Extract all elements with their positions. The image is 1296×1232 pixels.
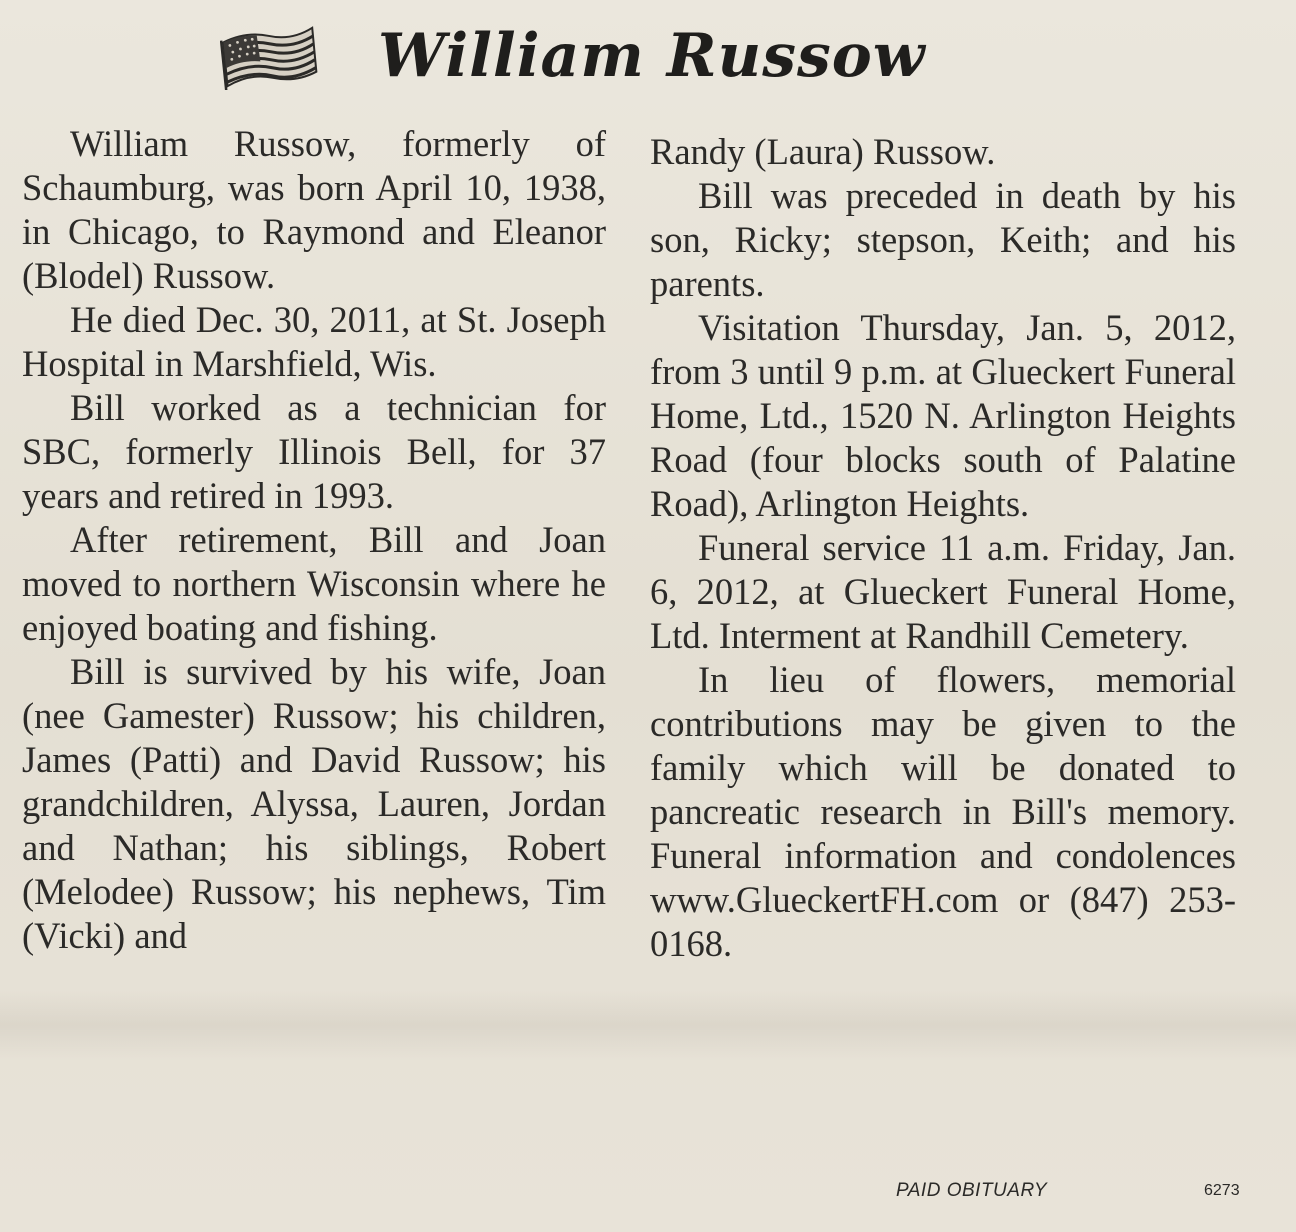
paragraph-memorial: In lieu of flowers, memorial contributions may be given to the family which will be donated to pancreatic research in Bill's memory. Funeral information and condolences www.GlueckertFH.com or (847) 253-0168. (650, 659, 1236, 964)
obituary-header (220, 12, 926, 100)
paragraph-funeral-service: Funeral service 11 a.m. Friday, Jan. 6, 2012, at Glueckert Funeral Home, Ltd. Interment at Randhill Cemetery. (650, 527, 1236, 656)
paragraph-retirement: After retirement, Bill and Joan moved to northern Wisconsin where he enjoyed boating and fishing. (22, 519, 606, 648)
paragraph-preceded: Bill was preceded in death by his son, Ricky; stepson, Keith; and his parents. (650, 175, 1236, 304)
obituary-title: William Russow (378, 21, 926, 91)
american-flag-icon (220, 26, 320, 90)
paper-fold (0, 990, 1296, 1060)
paid-obituary-label: PAID OBITUARY (896, 1180, 1048, 1201)
left-column (22, 122, 606, 958)
right-column (650, 130, 1236, 966)
paragraph-survivors: Bill is survived by his wife, Joan (nee Gamester) Russow; his children, James (Patti) and David Russow; his grandchildren, Alyssa, Lauren, Jordan and Nathan; his siblings, Robert (Melodee) Russow; his nephews, Tim (Vicki) and (22, 651, 606, 956)
paragraph-career: Bill worked as a technician for SBC, formerly Illinois Bell, for 37 years and retired in 1993. (22, 387, 606, 516)
paragraph-survivors-continued: Randy (Laura) Russow. (650, 131, 996, 172)
paragraph-birth: William Russow, formerly of Schaumburg, was born April 10, 1938, in Chicago, to Raymond and Eleanor (Blodel) Russow. (22, 123, 606, 296)
paragraph-visitation: Visitation Thursday, Jan. 5, 2012, from 3 until 9 p.m. at Glueckert Funeral Home, Ltd., 1520 N. Arlington Heights Road (four blocks south of Palatine Road), Arlington Heights. (650, 307, 1236, 524)
ad-code: 6273 (1204, 1182, 1240, 1199)
paragraph-death: He died Dec. 30, 2011, at St. Joseph Hospital in Marshfield, Wis. (22, 299, 606, 384)
